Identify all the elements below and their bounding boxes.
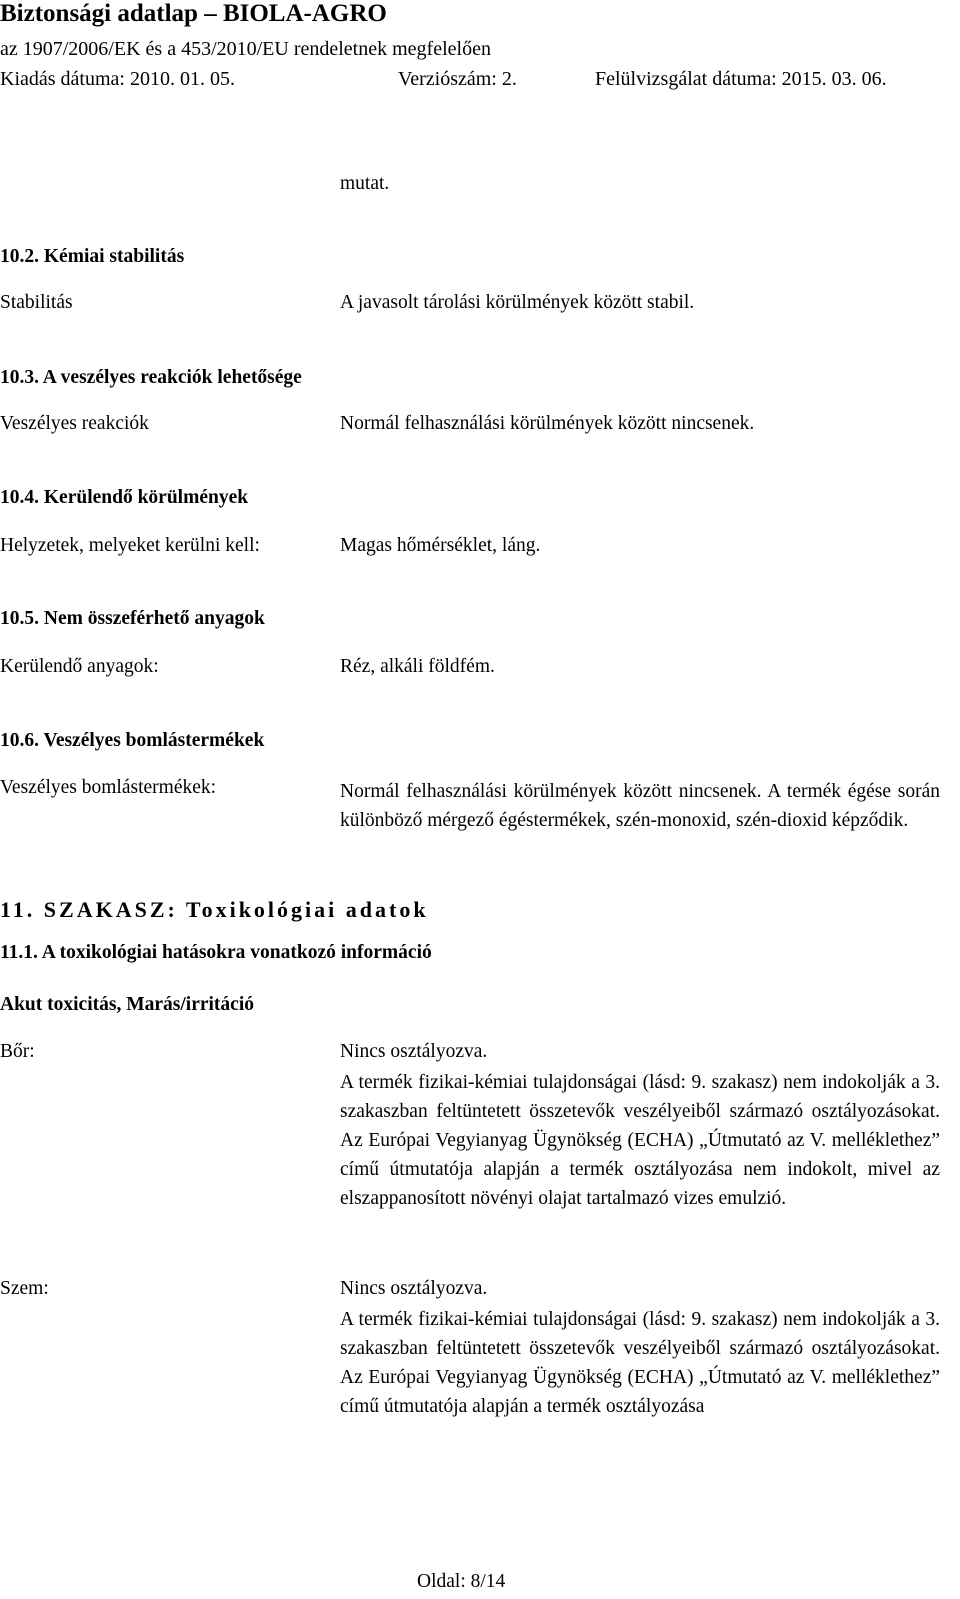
page-number: Oldal: 8/14	[417, 1571, 506, 1592]
revision-date: Felülvizsgálat dátuma: 2015. 03. 06.	[595, 68, 887, 90]
heading-10-3: 10.3. A veszélyes reakciók lehetősége	[0, 367, 302, 388]
heading-10-5: 10.5. Nem összeférhető anyagok	[0, 608, 265, 629]
continuation-text: mutat.	[340, 173, 390, 194]
label-skin: Bőr:	[0, 1041, 35, 1062]
label-dangerous-reactions: Veszélyes reakciók	[0, 413, 149, 434]
label-eye: Szem:	[0, 1278, 49, 1299]
heading-10-6: 10.6. Veszélyes bomlástermékek	[0, 730, 265, 751]
value-dangerous-reactions: Normál felhasználási körülmények között nincsenek.	[340, 413, 755, 434]
label-incompatible-materials: Kerülendő anyagok:	[0, 656, 159, 677]
label-stability: Stabilitás	[0, 292, 73, 313]
value-decomposition-products: Normál felhasználási körülmények között nincsenek. A termék égése során különböző mérgező égéstermékek, szén-monoxid, szén-dioxid képződik.	[340, 781, 940, 831]
value-skin: Nincs osztályozva.	[340, 1041, 488, 1062]
label-conditions-avoid: Helyzetek, melyeket kerülni kell:	[0, 535, 260, 556]
label-decomposition-products: Veszélyes bomlástermékek:	[0, 777, 217, 798]
heading-10-2: 10.2. Kémiai stabilitás	[0, 246, 185, 267]
heading-acute-toxicity: Akut toxicitás, Marás/irritáció	[0, 994, 254, 1015]
text-eye: A termék fizikai-kémiai tulajdonságai (lásd: 9. szakasz) nem indokolják a 3. szakaszban feltüntetett összetevők veszélyeiből származó osztályozásokat. Az Európai Vegyianyag Ügynökség (ECHA) „Útmutató az V. melléklethez” című útmutatója alapján a termék osztályozása	[340, 1309, 940, 1417]
regulation-line: az 1907/2006/EK és a 453/2010/EU rendeletnek megfelelően	[0, 38, 491, 60]
value-conditions-avoid: Magas hőmérséklet, láng.	[340, 535, 541, 556]
text-skin: A termék fizikai-kémiai tulajdonságai (lásd: 9. szakasz) nem indokolják a 3. szakaszban feltüntetett összetevők veszélyeiből származó osztályozásokat. Az Európai Vegyianyag Ügynökség (ECHA) „Útmutató az V. melléklethez” című útmutatója alapján a termék osztályozása nem indokolt, mivel az elszappanosított növényi olajat tartalmazó vizes emulzió.	[340, 1072, 940, 1209]
section-11-title: 11. SZAKASZ: Toxikológiai adatok	[0, 897, 429, 922]
issue-date: Kiadás dátuma: 2010. 01. 05.	[0, 68, 235, 90]
heading-10-4: 10.4. Kerülendő körülmények	[0, 487, 249, 508]
version-number: Verziószám: 2.	[398, 68, 517, 90]
value-eye: Nincs osztályozva.	[340, 1278, 488, 1299]
value-incompatible-materials: Réz, alkáli földfém.	[340, 656, 495, 677]
value-stability: A javasolt tárolási körülmények között stabil.	[340, 292, 695, 313]
heading-11-1: 11.1. A toxikológiai hatásokra vonatkozó információ	[0, 942, 432, 963]
document-title: Biztonsági adatlap – BIOLA-AGRO	[0, 0, 387, 27]
